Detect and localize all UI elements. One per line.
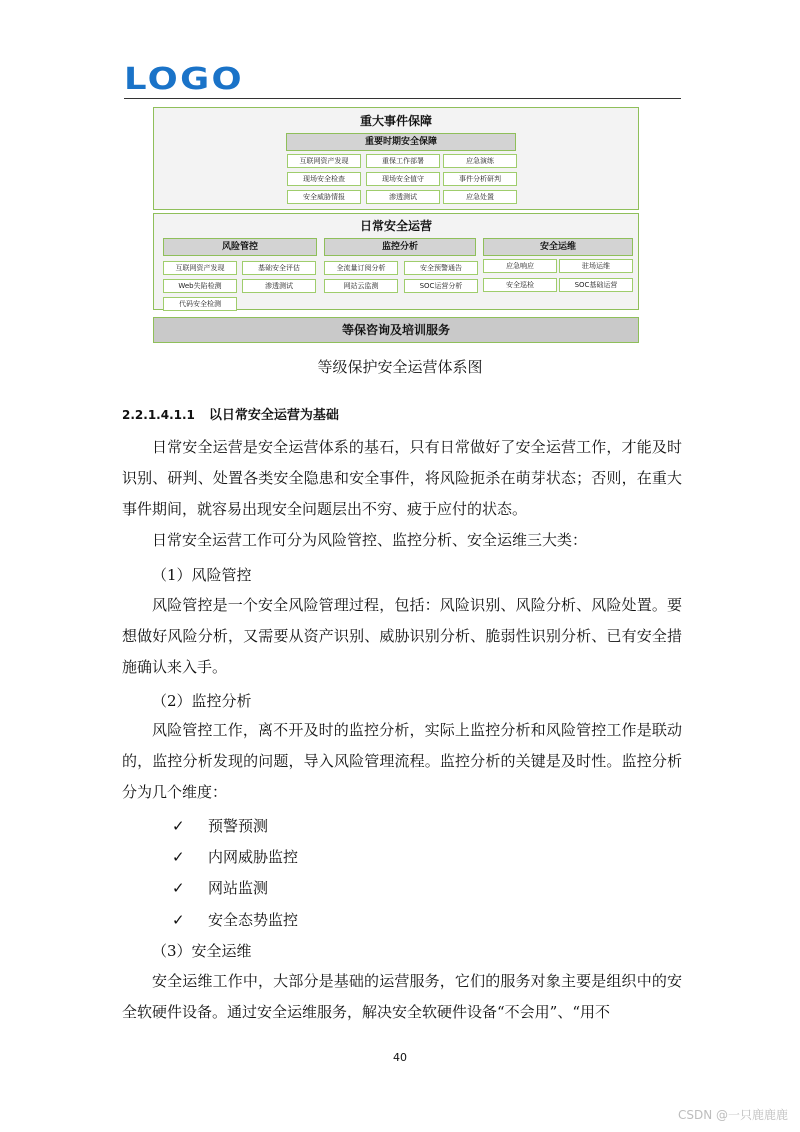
major-event-subtitle: 重要时期安全保障 [286, 133, 516, 151]
chip: 应急演练 [443, 154, 517, 168]
chip: 安全巡检 [483, 278, 557, 292]
group-security-ops: 安全运维 [483, 238, 633, 256]
checklist-item [172, 815, 268, 836]
section-number: 2.2.1.4.1.1 [122, 408, 195, 422]
chip: 现场安全值守 [366, 172, 440, 186]
chip: 网站云监测 [324, 279, 398, 293]
chip: 安全威胁情报 [287, 190, 361, 204]
consulting-title: 等保咨询及培训服务 [341, 323, 450, 337]
subsection-security-ops: （3）安全运维 [152, 942, 252, 960]
chip: 互联网资产发现 [287, 154, 361, 168]
checklist-text: 内网威胁监控 [208, 848, 299, 866]
paragraph: 安全运维工作中，大部分是基础的运营服务，它们的服务对象主要是组织中的安全软硬件设备。通过安全运维服务，解决安全软硬件设备“不会用”、“用不 [122, 972, 682, 1021]
header-rule [124, 98, 681, 99]
consulting-panel [153, 317, 639, 343]
chip: SOC基础运营 [559, 278, 633, 292]
section-title: 以日常安全运营为基础 [208, 408, 339, 423]
daily-operations-title: 日常安全运营 [359, 219, 432, 233]
paragraph: 风险管控工作，离不开及时的监控分析，实际上监控分析和风险管控工作是联动的，监控分析发现的问题，导入风险管理流程。监控分析的关键是及时性。监控分析分为几个维度： [122, 721, 682, 801]
checklist-text: 预警预测 [208, 817, 269, 835]
chip: 渗透测试 [366, 190, 440, 204]
check-icon: ✓ [172, 848, 185, 866]
chip: 驻场运维 [559, 259, 633, 273]
figure-caption: 等级保护安全运营体系图 [317, 358, 483, 376]
checklist-item [172, 846, 298, 867]
chip: 现场安全检查 [287, 172, 361, 186]
chip: 事件分析研判 [443, 172, 517, 186]
checklist-item [172, 909, 298, 930]
daily-operations-panel [153, 213, 639, 310]
subsection-monitoring: （2）监控分析 [152, 692, 252, 710]
chip: 代码安全检测 [163, 297, 237, 311]
chip: 渗透测试 [242, 279, 316, 293]
group-monitoring-analysis: 监控分析 [324, 238, 476, 256]
checklist-text: 网站监测 [208, 879, 269, 897]
chip: 重保工作部署 [366, 154, 440, 168]
subsection-risk-control: （1）风险管控 [152, 566, 252, 584]
chip: 全流量订阅分析 [324, 261, 398, 275]
chip: 应急处置 [443, 190, 517, 204]
chip: 互联网资产发现 [163, 261, 237, 275]
chip: 应急响应 [483, 259, 557, 273]
chip: SOC运营分析 [404, 279, 478, 293]
check-icon: ✓ [172, 817, 185, 835]
chip: 基础安全评估 [242, 261, 316, 275]
watermark: CSDN @一只鹿鹿鹿 [677, 1108, 788, 1122]
chip: Web失陷检测 [163, 279, 237, 293]
group-risk-control: 风险管控 [163, 238, 317, 256]
paragraph: 风险管控是一个安全风险管理过程，包括：风险识别、风险分析、风险处置。要想做好风险分析，又需要从资产识别、威胁识别分析、脆弱性识别分析、已有安全措施确认来入手。 [122, 596, 682, 676]
paragraph: 日常安全运营是安全运营体系的基石，只有日常做好了安全运营工作，才能及时识别、研判、处置各类安全隐患和安全事件，将风险扼杀在萌芽状态；否则，在重大事件期间，就容易出现安全问题层出不穷、疲于应付的状态。 [122, 438, 682, 518]
check-icon: ✓ [172, 879, 185, 897]
checklist-item [172, 877, 268, 898]
paragraph: 日常安全运营工作可分为风险管控、监控分析、安全运维三大类： [152, 531, 588, 549]
page-number: 40 [393, 1051, 407, 1064]
chip: 安全预警通告 [404, 261, 478, 275]
checklist-text: 安全态势监控 [208, 911, 299, 929]
logo: LOGO [124, 62, 244, 97]
section-heading [122, 404, 339, 423]
major-event-title: 重大事件保障 [359, 114, 432, 128]
check-icon: ✓ [172, 911, 185, 929]
major-event-panel [153, 107, 639, 210]
